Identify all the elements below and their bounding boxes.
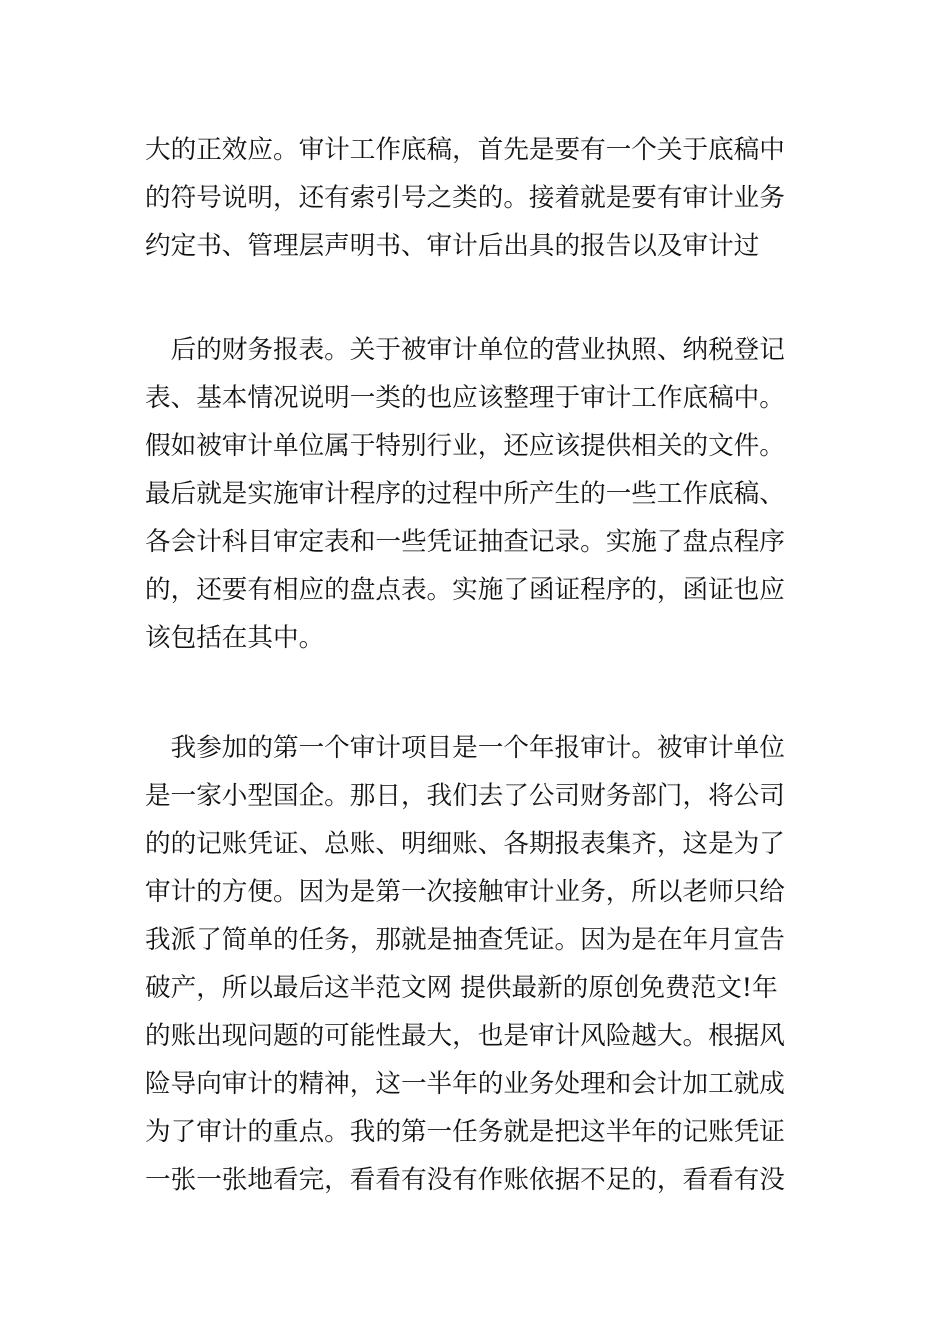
text-line: 我派了简单的任务，那就是抽查凭证。因为是在年月宣告 [145,925,785,955]
text-line: 一张一张地看完，看看有没有作账依据不足的，看看有没 [145,1165,785,1195]
text-line: 为了审计的重点。我的第一任务就是把这半年的记账凭证 [145,1117,785,1147]
text-line: 的符号说明，还有索引号之类的。接着就是要有审计业务 [145,183,785,213]
text-line: 的账出现问题的可能性最大，也是审计风险越大。根据风 [145,1021,785,1051]
text-line: 是一家小型国企。那日，我们去了公司财务部门，将公司 [145,781,785,811]
text-line: 大的正效应。审计工作底稿，首先是要有一个关于底稿中 [145,135,785,165]
text-line: 审计的方便。因为是第一次接触审计业务，所以老师只给 [145,877,785,907]
text-line: 假如被审计单位属于特别行业，还应该提供相关的文件。 [145,431,785,461]
text-line: 的，还要有相应的盘点表。实施了函证程序的，函证也应 [145,575,785,605]
text-line: 的的记账凭证、总账、明细账、各期报表集齐，这是为了 [145,829,785,859]
text-line: 该包括在其中。 [145,623,325,653]
text-line: 险导向审计的精神，这一半年的业务处理和会计加工就成 [145,1069,785,1099]
text-line: 后的财务报表。关于被审计单位的营业执照、纳税登记 [145,335,785,365]
paragraph-2 [145,326,815,662]
text-line: 表、基本情况说明一类的也应该整理于审计工作底稿中。 [145,383,785,413]
text-line: 约定书、管理层声明书、审计后出具的报告以及审计过 [145,231,760,261]
paragraph-3 [145,724,815,1204]
text-line: 破产，所以最后这半范文网 提供最新的原创免费范文!年 [145,973,778,1003]
paragraph-1 [145,126,815,270]
text-line: 我参加的第一个审计项目是一个年报审计。被审计单位 [145,733,785,763]
text-line: 最后就是实施审计程序的过程中所产生的一些工作底稿、 [145,479,785,509]
text-line: 各会计科目审定表和一些凭证抽查记录。实施了盘点程序 [145,527,785,557]
